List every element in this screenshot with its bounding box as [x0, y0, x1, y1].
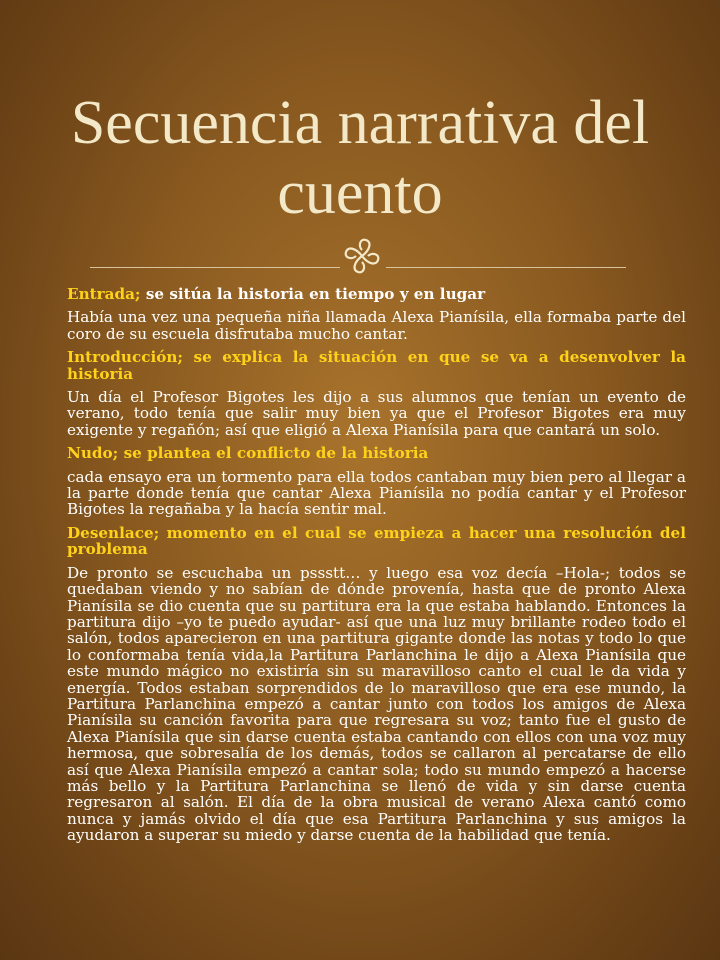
section-heading-entrada — [67, 286, 686, 302]
title-divider-left — [90, 267, 340, 268]
section-text-nudo: cada ensayo era un tormento para ella todos cantaban muy bien pero al llegar a la parte donde tenía que cantar Alexa Pianísila no podía cantar y el Profesor Bigotes la regañaba y la hacía sentir mal. — [67, 467, 686, 519]
page-title: Secuencia narrativa del cuento — [70, 89, 650, 227]
section-heading-nudo: Nudo; se plantea el conflicto de la historia — [67, 444, 429, 463]
heading-description: se sitúa la historia en tiempo y en lugar — [140, 285, 486, 303]
ornament-icon — [342, 236, 382, 276]
title-divider-right — [386, 267, 626, 268]
section-text-desenlace: De pronto se escuchaba un pssstt… y luego esa voz decía –Hola-; todos se quedaban viendo y no sabían de dónde provenía, hasta que de pronto Alexa Pianísila se dio cuenta que su partitura era la que estaba hablando. Entonces la partitura dijo –yo te puedo ayudar- así que una luz muy brillante rodeo todo el salón, todos aparecieron en una partitura gigante donde las notas y todo lo que lo conformaba tenía vida,la Partitura Parlanchina le dijo a Alexa Pianísila que este mundo mágico no existiría sin su maravilloso canto el cual le da vida y energía. Todos estaban sorprendidos de lo maravilloso que era ese mundo, la Partitura Parlanchina empezó a cantar junto con todos los amigos de Alexa Pianísila su canción favorita para que regresara su voz; tanto fue el gusto de Alexa Pianísila que sin darse cuenta estaba cantando con ellos con una voz muy hermosa, que sobresalía de los demás, todos se callaron al percatarse de ello así que Alexa Pianísila empezó a cantar sola; todo su mundo empezó a hacerse más bello y la Partitura Parlanchina se llenó de vida y sin darse cuenta regresaron al salón. El día de la obra musical de verano Alexa cantó como nunca y jamás olvido el día que esa Partitura Parlanchina y sus amigos la ayudaron a superar su miedo y darse cuenta de la habilidad que tenía. — [67, 563, 686, 845]
section-heading-desenlace: Desenlace; momento en el cual se empieza a hacer una resolución del problema — [67, 523, 686, 559]
section-text-introduccion: Un día el Profesor Bigotes les dijo a sus alumnos que tenían un evento de verano, todo tenía que salir muy bien ya que el Profesor Bigotes era muy exigente y regañón; así que eligió a Alexa Pianísila para que cantará un solo. — [67, 388, 686, 439]
story-content — [67, 286, 686, 851]
heading-label: Entrada; — [67, 285, 141, 303]
section-text-entrada: Había una vez una pequeña niña llamada Alexa Pianísila, ella formaba parte del coro de su escuela disfrutaba mucho cantar. — [67, 308, 686, 343]
section-heading-introduccion: Introducción; se explica la situación en que se va a desenvolver la historia — [67, 348, 686, 383]
